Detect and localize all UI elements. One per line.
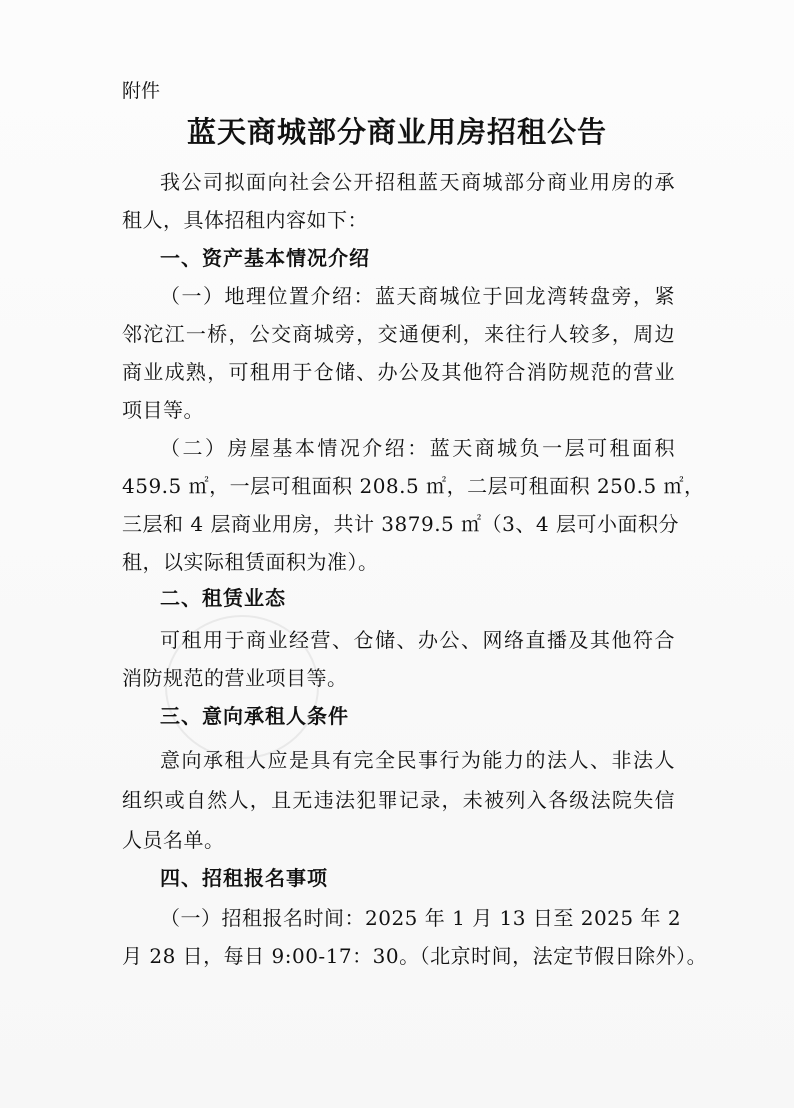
document-title: 蓝天商城部分商业用房招租公告 (186, 115, 607, 149)
section-1-p2-line-4: 租，以实际租赁面积为准）。 (122, 550, 379, 574)
section-2-line-2: 消防规范的营业项目等。 (122, 666, 348, 690)
section-1-p2-line-3: 三层和 4 层商业用房，共计 3879.5 ㎡（3、4 层可小面积分 (122, 512, 679, 536)
section-3-line-2: 组织或自然人，且无违法犯罪记录，未被列入各级法院失信 (122, 788, 675, 812)
section-4-line-1: （一）招租报名时间：2025 年 1 月 13 日至 2025 年 2 (160, 906, 682, 930)
section-3-line-1: 意向承租人应是具有完全民事行为能力的法人、非法人 (160, 748, 675, 772)
section-1-p1-line-4: 项目等。 (122, 398, 204, 422)
section-4-line-2: 月 28 日，每日 9:00-17：30。（北京时间，法定节假日除外）。 (122, 944, 708, 968)
section-1-p1-line-3: 商业成熟，可租用于仓储、办公及其他符合消防规范的营业 (122, 360, 675, 384)
annex-label: 附件 (122, 80, 161, 102)
section-1-p2-line-1: （二）房屋基本情况介绍：蓝天商城负一层可租面积 (160, 436, 675, 460)
section-1-p1-line-2: 邻沱江一桥，公交商城旁，交通便利，来往行人较多，周边 (122, 322, 675, 346)
intro-line-1: 我公司拟面向社会公开招租蓝天商城部分商业用房的承 (160, 170, 675, 194)
section-3-line-3: 人员名单。 (122, 828, 225, 852)
section-2-line-1: 可租用于商业经营、仓储、办公、网络直播及其他符合 (160, 628, 675, 652)
section-2-heading: 二、租赁业态 (160, 586, 286, 610)
intro-line-2: 租人，具体招租内容如下： (122, 208, 368, 232)
section-1-heading: 一、资产基本情况介绍 (160, 246, 370, 270)
section-1-p1-line-1: （一）地理位置介绍：蓝天商城位于回龙湾转盘旁，紧 (160, 284, 675, 308)
section-1-p2-line-2: 459.5 ㎡，一层可租面积 208.5 ㎡，二层可租面积 250.5 ㎡， (122, 474, 705, 498)
section-4-heading: 四、招租报名事项 (160, 866, 328, 890)
section-3-heading: 三、意向承租人条件 (160, 704, 349, 728)
